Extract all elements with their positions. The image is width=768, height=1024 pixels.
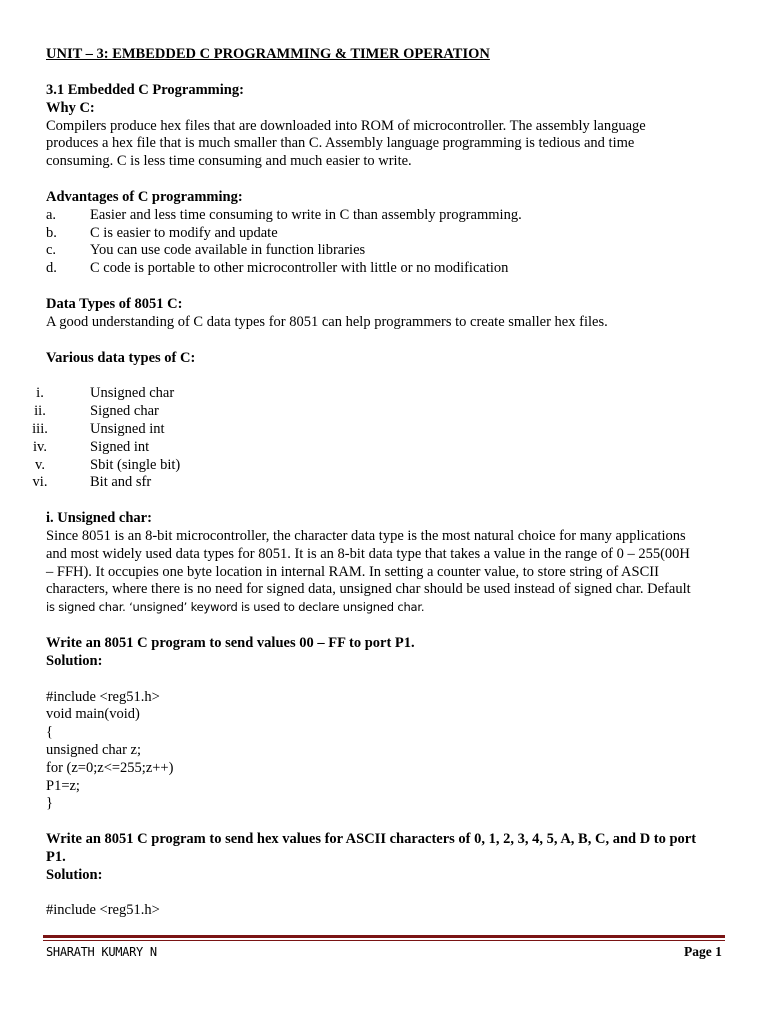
program2-heading-continued: P1.: [46, 848, 66, 865]
list-label: c.: [46, 242, 57, 259]
list-text: Unsigned char: [90, 385, 175, 402]
list-text: Sbit (single bit): [90, 456, 181, 473]
program2-heading: Write an 8051 C program to send hex values for ASCII characters of 0, 1, 2, 3, 4, 5, A, B, C, and D to port: [46, 831, 697, 848]
paragraph-line: produces a hex file that is much smaller than C. Assembly language programming is tedious and time: [46, 135, 635, 152]
program1-heading: Write an 8051 C program to send values 00 – FF to port P1.: [46, 634, 415, 651]
code-line: #include <reg51.h>: [46, 902, 160, 919]
list-item: [36, 385, 724, 403]
footer-rule-thin: [43, 940, 725, 941]
list-label: d.: [46, 260, 57, 277]
why-c-heading: Why C:: [46, 99, 95, 116]
why-c-paragraph: [46, 118, 724, 171]
list-label: iii.: [32, 420, 48, 437]
list-item: [33, 438, 724, 457]
code-line: }: [46, 795, 53, 812]
list-text: Signed char: [90, 403, 159, 420]
paragraph-line: and most widely used data types for 8051. It is an 8-bit data type that takes a value in the range of 0 – 255(00H: [46, 545, 690, 562]
paragraph-line: Compilers produce hex files that are downloaded into ROM of microcontroller. The assembly language: [46, 117, 646, 134]
footer-page-number: Page 1: [684, 944, 722, 959]
solution-label: Solution:: [46, 866, 103, 883]
code-line: P1=z;: [46, 777, 80, 794]
list-item: [35, 456, 724, 475]
list-item: [32, 474, 724, 492]
list-text: You can use code available in function libraries: [90, 242, 366, 259]
list-text: Signed int: [90, 438, 150, 455]
list-text: Easier and less time consuming to write in C than assembly programming.: [90, 206, 522, 223]
footer-author: SHARATH KUMARY N: [46, 945, 157, 959]
list-item: [46, 242, 724, 260]
datatypes-heading: Data Types of 8051 C:: [46, 295, 183, 312]
code-line: unsigned char z;: [46, 741, 142, 758]
list-text: Bit and sfr: [90, 474, 152, 491]
advantages-heading: Advantages of C programming:: [46, 188, 243, 205]
various-datatypes-heading: Various data types of C:: [46, 349, 196, 366]
section-heading: 3.1 Embedded C Programming:: [46, 82, 244, 98]
list-text: C is easier to modify and update: [90, 224, 278, 241]
list-item: [46, 260, 724, 278]
unsigned-char-heading: i. Unsigned char:: [46, 510, 152, 527]
datatypes-list: [32, 385, 724, 492]
paragraph-line: – FFH). It occupies one byte location in internal RAM. In setting a counter value, to store string of ASCII: [46, 563, 659, 580]
unit-title: UNIT – 3: EMBEDDED C PROGRAMMING & TIMER OPERATION: [46, 46, 490, 62]
advantages-list: [46, 207, 724, 278]
code-line: #include <reg51.h>: [46, 688, 160, 705]
datatypes-paragraph: A good understanding of C data types for 8051 can help programmers to create smaller hex files.: [46, 313, 608, 330]
footer-rule-thick: [43, 935, 725, 938]
list-label: iv.: [33, 438, 47, 455]
code-line: void main(void): [46, 706, 140, 723]
paragraph-line: consuming. C is less time consuming and much easier to write.: [46, 153, 412, 170]
list-label: v.: [35, 456, 45, 473]
paragraph-line: is signed char. ‘unsigned’ keyword is used to declare unsigned char.: [46, 600, 425, 615]
list-item: [46, 225, 724, 243]
list-label: ii.: [34, 403, 46, 420]
list-text: Unsigned int: [90, 420, 165, 437]
list-item: [34, 403, 724, 421]
list-label: vi.: [32, 474, 48, 491]
page-content: [32, 82, 724, 920]
list-text: C code is portable to other microcontroller with little or no modification: [90, 260, 509, 277]
paragraph-line: Since 8051 is an 8-bit microcontroller, the character data type is the most natural choice for many applications: [46, 527, 686, 544]
code-line: for (z=0;z<=255;z++): [46, 759, 174, 776]
code-line: {: [46, 724, 53, 741]
paragraph-line: characters, where there is no need for signed data, unsigned char should be used instead of signed char. Default: [46, 581, 691, 598]
program1-code: [46, 689, 724, 814]
list-label: a.: [46, 206, 57, 223]
list-label: b.: [46, 224, 57, 241]
unsigned-char-paragraph: [46, 528, 724, 617]
program2-code: [46, 902, 724, 920]
list-label: i.: [36, 385, 44, 402]
list-item: [32, 420, 724, 439]
list-item: [46, 207, 724, 225]
solution-label: Solution:: [46, 652, 103, 669]
